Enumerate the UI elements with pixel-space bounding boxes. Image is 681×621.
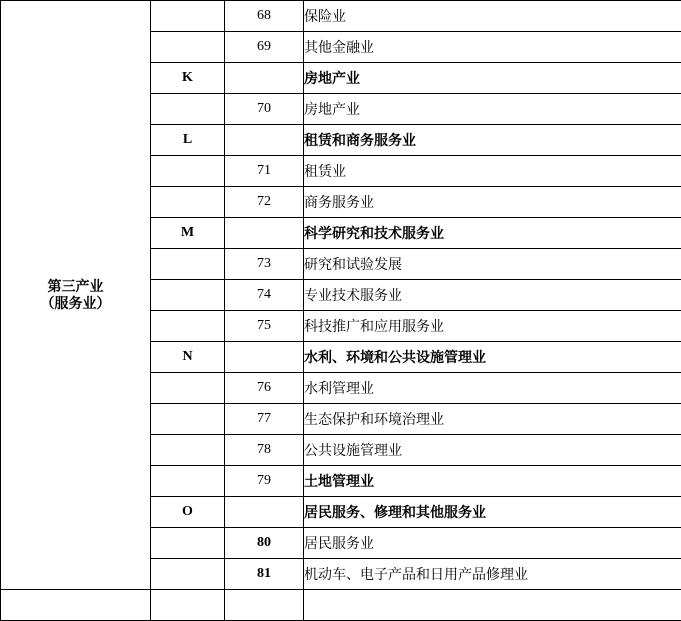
- letter-code-cell: [151, 559, 225, 590]
- letter-code-cell: [151, 528, 225, 559]
- industry-name-cell: 科技推广和应用服务业: [304, 311, 681, 342]
- table-row-clipped: [1, 590, 681, 621]
- industry-name-cell: 水利管理业: [304, 373, 681, 404]
- letter-code-cell: [151, 187, 225, 218]
- industry-name-cell: 生态保护和环境治理业: [304, 404, 681, 435]
- industry-name-cell: 水利、环境和公共设施管理业: [304, 342, 681, 373]
- letter-code-cell: N: [151, 342, 225, 373]
- letter-code-cell: O: [151, 497, 225, 528]
- industry-code-cell: [225, 125, 304, 156]
- letter-code-cell: [151, 466, 225, 497]
- industry-name-cell: 居民服务业: [304, 528, 681, 559]
- industry-name-cell: 研究和试验发展: [304, 249, 681, 280]
- letter-code-cell: [151, 373, 225, 404]
- letter-code-cell: K: [151, 63, 225, 94]
- industry-name-cell: [304, 590, 681, 621]
- sector-label-line-1: 第三产业: [1, 278, 150, 295]
- sector-label-cell: [1, 1, 151, 590]
- industry-code-cell: 69: [225, 32, 304, 63]
- industry-code-cell: 76: [225, 373, 304, 404]
- letter-code-cell: [151, 404, 225, 435]
- letter-code-cell: [151, 1, 225, 32]
- letter-code-cell: [151, 156, 225, 187]
- industry-code-cell: 77: [225, 404, 304, 435]
- industry-name-cell: 其他金融业: [304, 32, 681, 63]
- industry-name-cell: 土地管理业: [304, 466, 681, 497]
- industry-code-cell: [225, 218, 304, 249]
- industry-code-cell: 73: [225, 249, 304, 280]
- letter-code-cell: [151, 32, 225, 63]
- industry-code-cell: 79: [225, 466, 304, 497]
- industry-code-cell: [225, 63, 304, 94]
- industry-name-cell: 居民服务、修理和其他服务业: [304, 497, 681, 528]
- industry-code-cell: [225, 590, 304, 621]
- industry-code-cell: 70: [225, 94, 304, 125]
- industry-name-cell: 专业技术服务业: [304, 280, 681, 311]
- industry-name-cell: 公共设施管理业: [304, 435, 681, 466]
- letter-code-cell: [151, 280, 225, 311]
- table-row: [1, 1, 681, 32]
- sector-label-cell-continuation: [1, 590, 151, 621]
- industry-name-cell: 房地产业: [304, 63, 681, 94]
- industry-name-cell: 租赁和商务服务业: [304, 125, 681, 156]
- industry-name-cell: 保险业: [304, 1, 681, 32]
- industry-code-cell: [225, 497, 304, 528]
- letter-code-cell: [151, 590, 225, 621]
- industry-code-cell: 81: [225, 559, 304, 590]
- industry-code-cell: [225, 342, 304, 373]
- industry-code-cell: 74: [225, 280, 304, 311]
- industry-code-cell: 78: [225, 435, 304, 466]
- industry-name-cell: 机动车、电子产品和日用产品修理业: [304, 559, 681, 590]
- sector-label-line-2: （服务业）: [1, 295, 150, 312]
- industry-name-cell: 科学研究和技术服务业: [304, 218, 681, 249]
- table-body: [1, 1, 681, 621]
- industry-code-cell: 72: [225, 187, 304, 218]
- industry-name-cell: 房地产业: [304, 94, 681, 125]
- letter-code-cell: [151, 249, 225, 280]
- industry-code-cell: 75: [225, 311, 304, 342]
- letter-code-cell: [151, 435, 225, 466]
- industry-name-cell: 商务服务业: [304, 187, 681, 218]
- industry-code-cell: 71: [225, 156, 304, 187]
- letter-code-cell: [151, 94, 225, 125]
- letter-code-cell: [151, 311, 225, 342]
- industry-code-cell: 80: [225, 528, 304, 559]
- industry-name-cell: 租赁业: [304, 156, 681, 187]
- industry-code-cell: 68: [225, 1, 304, 32]
- letter-code-cell: L: [151, 125, 225, 156]
- letter-code-cell: M: [151, 218, 225, 249]
